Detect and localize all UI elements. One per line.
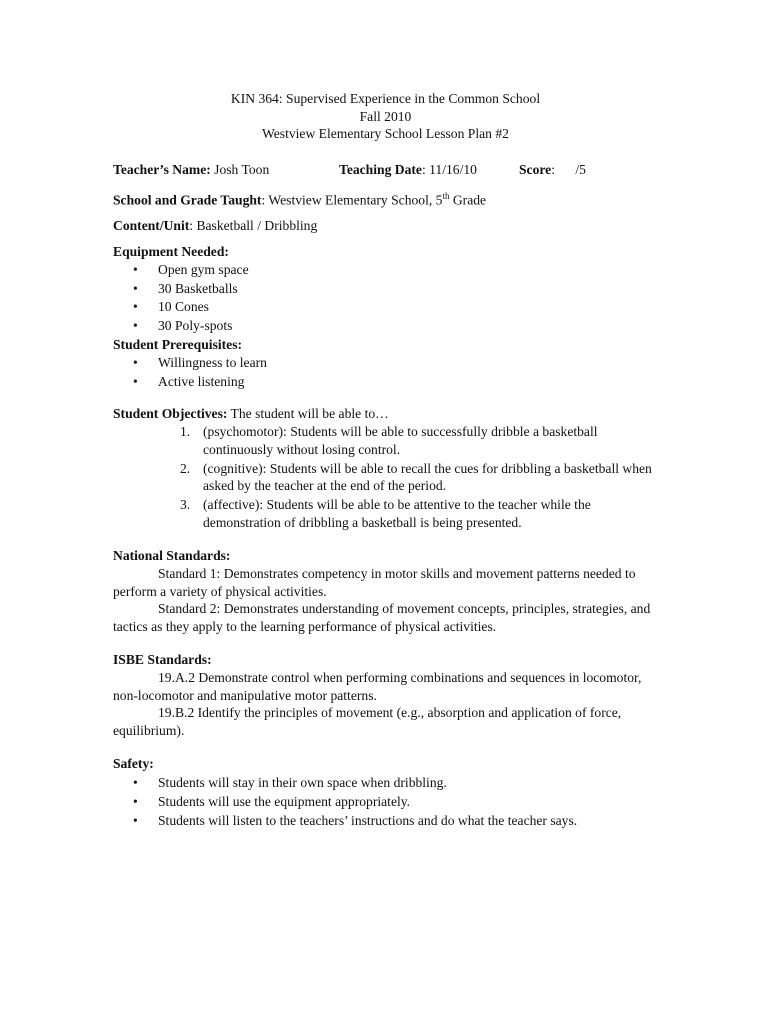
national-standards-list bbox=[113, 565, 658, 635]
score-label: Score bbox=[519, 161, 552, 177]
prerequisite-item: • Willingness to learn bbox=[133, 354, 658, 373]
teacher-info-row bbox=[113, 161, 658, 179]
equipment-heading bbox=[113, 243, 658, 261]
isbe-standard-item: 19.A.2 Demonstrate control when performing combinations and sequences in locomotor, non-locomotor and manipulative motor patterns. bbox=[113, 670, 642, 703]
national-standard-item: Standard 1: Demonstrates competency in motor skills and movement patterns needed to perform a variety of physical activities. bbox=[113, 566, 636, 599]
safety-item: • Students will listen to the teachers’ instructions and do what the teacher says. bbox=[133, 812, 658, 831]
equipment-item: • Open gym space bbox=[133, 261, 658, 280]
teaching-date-value: : 11/16/10 bbox=[421, 161, 477, 177]
term-line: Fall 2010 bbox=[359, 108, 412, 124]
isbe-standards-heading-text: ISBE Standards: bbox=[113, 652, 212, 668]
national-standards-heading bbox=[113, 547, 658, 565]
grade-superscript: th bbox=[442, 190, 450, 201]
equipment-list bbox=[113, 261, 658, 336]
isbe-standard-item: 19.B.2 Identify the principles of movement (e.g., absorption and application of force, equilibrium). bbox=[113, 705, 622, 738]
lesson-plan-document bbox=[113, 90, 658, 831]
plan-title: Westview Elementary School Lesson Plan #2 bbox=[262, 126, 509, 141]
prerequisites-heading-text: Student Prerequisites: bbox=[113, 336, 243, 352]
objectives-list bbox=[113, 423, 658, 531]
equipment-item: • 30 Basketballs bbox=[133, 280, 658, 299]
objective-item bbox=[180, 423, 658, 458]
teaching-date-label: Teaching Date bbox=[339, 161, 422, 177]
equipment-heading-text: Equipment Needed: bbox=[113, 244, 229, 260]
objectives-intro: The student will be able to… bbox=[227, 406, 389, 422]
teacher-name-label: Teacher’s Name: bbox=[113, 161, 211, 177]
national-standard-item: Standard 2: Demonstrates understanding of movement concepts, principles, strategies, and tactics as they apply to the learning performance of physical activities. bbox=[113, 601, 651, 634]
prerequisite-item: • Active listening bbox=[133, 373, 658, 392]
safety-item: • Students will stay in their own space when dribbling. bbox=[133, 774, 658, 793]
objective-number: 3. bbox=[180, 497, 191, 513]
content-unit-label: Content/Unit bbox=[113, 218, 190, 234]
objective-number: 1. bbox=[180, 424, 191, 440]
document-header bbox=[113, 90, 658, 143]
score-value: : /5 bbox=[551, 161, 586, 177]
equipment-item: • 30 Poly-spots bbox=[133, 317, 658, 336]
teacher-name-value: Josh Toon bbox=[214, 161, 270, 177]
safety-heading bbox=[113, 755, 658, 773]
isbe-standards-list bbox=[113, 669, 658, 739]
objectives-heading bbox=[113, 405, 658, 423]
objective-text: (affective): Students will be able to be attentive to the teacher while the demonstration of dribbling a basketball is being presented. bbox=[203, 497, 591, 530]
content-unit-row bbox=[113, 217, 658, 235]
course-title: KIN 364: Supervised Experience in the Common School bbox=[230, 91, 541, 106]
objectives-heading-text: Student Objectives: bbox=[113, 406, 228, 422]
school-grade-label: School and Grade Taught bbox=[113, 192, 262, 208]
objective-text: (psychomotor): Students will be able to successfully dribble a basketball continuously without losing control. bbox=[203, 424, 598, 457]
isbe-standards-heading bbox=[113, 651, 658, 669]
safety-heading-text: Safety: bbox=[113, 756, 154, 772]
prerequisites-list bbox=[113, 354, 658, 391]
national-standards-heading-text: National Standards: bbox=[113, 548, 231, 564]
safety-item: • Students will use the equipment appropriately. bbox=[133, 793, 658, 812]
school-grade-value: : Westview Elementary School, 5 bbox=[261, 192, 443, 208]
school-grade-row bbox=[113, 187, 658, 210]
objective-number: 2. bbox=[180, 460, 191, 476]
prerequisites-heading bbox=[113, 336, 658, 354]
objective-item bbox=[180, 460, 658, 495]
content-unit-value: : Basketball / Dribbling bbox=[189, 218, 318, 234]
grade-suffix: Grade bbox=[449, 192, 487, 208]
objective-item bbox=[180, 496, 658, 531]
equipment-item: • 10 Cones bbox=[133, 298, 658, 317]
objective-text: (cognitive): Students will be able to recall the cues for dribbling a basketball when asked by the teacher at the end of the period. bbox=[203, 460, 652, 494]
safety-list bbox=[113, 774, 658, 830]
